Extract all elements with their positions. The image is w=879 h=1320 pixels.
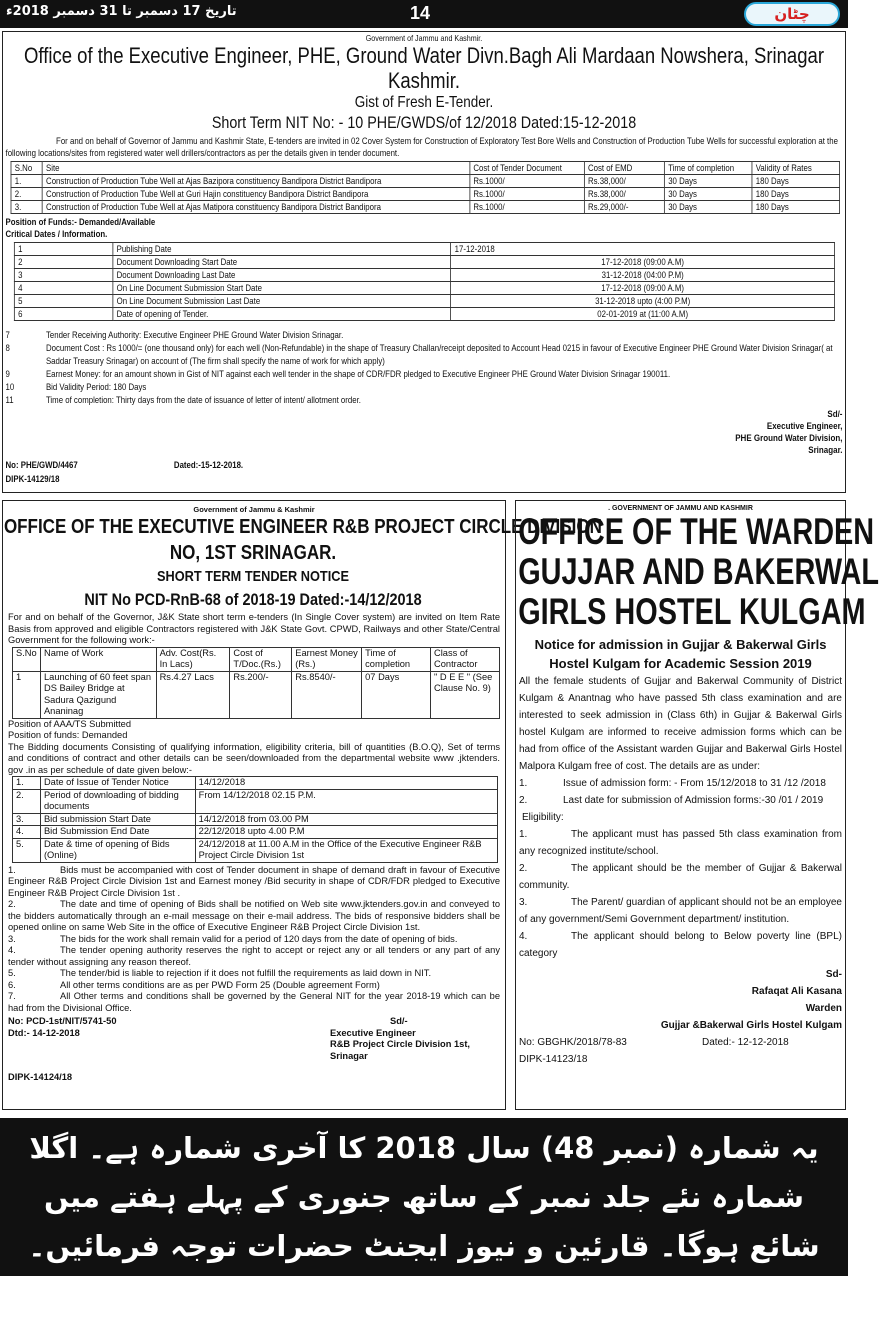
table-cell: 3. [11,201,42,214]
table-cell: 3 [14,269,112,282]
table-row [14,282,834,295]
table-cell: Rs.1000/ [470,175,585,188]
critical-dates-table [14,242,835,321]
signature-line: Sd- [825,969,842,980]
table-cell: 4. [13,826,41,839]
table-cell: Rs.38,000/ [584,175,664,188]
funds-position: Position of funds: Demanded [8,730,128,740]
table-cell: 6 [14,308,112,321]
warden-admission-notice [515,500,879,1110]
table-cell: 30 Days [664,188,752,201]
signature-line: PHE Ground Water Division, [735,433,843,444]
numbered-item [6,329,843,342]
table-row [13,789,498,813]
item-number: 2. [519,795,528,806]
numbered-item [519,928,842,962]
table-cell: 17-12-2018 [451,243,835,256]
table-cell: On Line Document Submission Start Date [113,282,451,295]
numbered-item [8,968,500,980]
table-cell: 22/12/2018 upto 4.00 P.M [195,826,497,839]
table-cell: Launching of 60 feet span DS Bailey Bridge at Sadura Qazigund Ananinag [40,671,156,718]
notice-subtitle-line1: Notice for admission in Gujjar & Bakerwal Girls [534,637,827,652]
table-cell: 14/12/2018 from 03.00 PM [195,813,497,826]
item-number: 7. [8,991,16,1001]
table-cell: Validity of Rates [752,162,840,175]
dipk-number: DIPK-14129/18 [5,474,60,484]
table-cell: 31-12-2018 upto (4:00 P.M) [451,295,835,308]
reference-date: Dtd:- 14-12-2018 [8,1027,80,1038]
item-number: 10 [5,382,15,392]
table-row [11,175,840,188]
table-row [13,826,498,839]
urdu-announcement-banner [0,1118,848,1312]
table-cell: 17-12-2018 (09:00 A.M) [451,282,835,295]
table-row [13,777,498,790]
table-cell: 30 Days [664,201,752,214]
item-text: Issue of admission form: - From 15/12/2018 to 31 /12 /2018 [563,778,826,789]
eligibility-heading: Eligibility: [522,812,564,823]
intro-paragraph: For and on behalf of the Governor, J&K State short term e-tenders (In Single Cover system) are invited on Item Rate Basis from approved and eligible Contractors registered with J&K State Govt. CPWD, Railways and other State/Central Government for the following work:- [8,612,500,645]
signature-line: Srinagar [330,1050,368,1061]
banner-line: شائع ہوگا۔ قارئین و نیوز ایجنٹ حضرات توجہ فرمائیں۔ ادارہ [28,1229,820,1312]
table-cell: 3. [13,813,41,826]
item-text: Time of completion: Thirty days from the date of issuance of letter of intent/ allotment order. [45,395,361,405]
nit-number: Short Term NIT No: - 10 PHE/GWDS/of 12/2018 Dated:15-12-2018 [211,113,637,132]
table-cell: Bid submission Start Date [40,813,195,826]
reference-number: No: PHE/GWD/4467 [5,460,78,470]
schedule-table [12,776,498,863]
table-cell: Earnest Money (Rs.) [292,647,362,671]
table-cell: 14/12/2018 [195,777,497,790]
numbered-item [8,945,500,968]
item-text: The applicant should be the member of Gujjar & Bakerwal community. [519,863,842,891]
table-row [11,188,840,201]
newspaper-logo: چٹان [744,2,840,26]
table-row [13,671,500,718]
signature-line: Warden [805,1003,842,1014]
page-header [0,0,848,28]
table-row [13,813,498,826]
reference-date: Dated:-15-12-2018. [173,460,244,470]
work-table [12,647,500,719]
table-cell: Date & time of opening of Bids (Online) [40,838,195,862]
notice-title: OFFICE OF THE EXECUTIVE ENGINEER R&B PROJECT CIRCLE DIVISION [3,516,602,538]
table-cell: Construction of Production Tube Well at Ajas Matipora constituency Bandipora District Bandipora [42,201,469,214]
signature-line: Sd/- [390,1016,408,1026]
table-cell: 1 [13,671,41,718]
item-number: 2. [8,899,16,909]
table-row [11,201,840,214]
item-text: The applicant should belong to Below poverty line (BPL) category [519,931,842,959]
item-text: The tender opening authority reserves the right to accept or reject any or all tenders or any part of any tender without assigning any reason thereof. [8,945,500,967]
table-cell: 2. [11,188,42,201]
table-cell: Adv. Cost(Rs. In Lacs) [156,647,230,671]
table-cell: 31-12-2018 (04:00 P.M) [451,269,835,282]
phe-tender-notice [2,31,846,493]
table-cell: Bid Submission End Date [40,826,195,839]
item-number: 11 [5,395,14,405]
table-cell: Rs.8540/- [292,671,362,718]
table-row [14,269,834,282]
table-cell: Time of completion [664,162,752,175]
signature-line: Executive Engineer [330,1027,416,1038]
table-cell: Cost of T/Doc.(Rs.) [230,647,292,671]
signature-line: Sd/- [827,409,843,420]
signature-line: Srinagar. [808,445,843,456]
notice-title-line1: OFFICE OF THE WARDEN [518,511,875,552]
government-label: Government of Jammu & Kashmir [193,505,315,514]
table-cell: Time of completion [362,647,431,671]
bidding-paragraph: The Bidding documents Consisting of qualifying information, eligibility criteria, bill of quantities (B.O.Q), Set of terms and conditions of contract and other details can be seen/downloaded from the departmental website www .jktenders. gov .in as per schedule of date given below:- [8,741,500,775]
item-text: Last date for submission of Admission forms:-30 /01 / 2019 [563,795,824,806]
item-number: 4. [8,945,16,955]
signature-line: Gujjar &Bakerwal Girls Hostel Kulgam [660,1020,842,1031]
government-label: Government of Jammu and Kashmir. [365,33,483,43]
table-cell: 1. [11,175,42,188]
table-cell: 4 [14,282,112,295]
government-label: . GOVERNMENT OF JAMMU AND KASHMIR [608,505,753,512]
notice-title-line3: GIRLS HOSTEL KULGAM [518,591,866,632]
numbered-item [8,899,500,934]
numbered-item [519,894,842,928]
numbered-item [8,980,500,992]
item-text: The bids for the work shall remain valid for a period of 120 days from the date of opening of bids. [60,933,458,944]
table-cell: 5 [14,295,112,308]
item-text: The Parent/ guardian of applicant should not be an employee of any government/Semi Government department/ institution. [519,897,842,925]
table-cell: 1. [13,777,41,790]
tender-table [11,161,840,214]
table-cell: Date of opening of Tender. [113,308,451,321]
table-cell: Document Downloading Last Date [113,269,451,282]
numbered-item [8,934,500,946]
numbered-item [519,792,842,809]
table-cell: Site [42,162,469,175]
dipk-number: DIPK-14123/18 [519,1054,588,1065]
table-cell: Rs.200/- [230,671,292,718]
item-number: 2. [519,863,528,874]
item-number: 8 [5,343,10,353]
table-cell: Construction of Production Tube Well at Guri Hajin constituency Bandipora District Bandipora [42,188,469,201]
signature-line: R&B Project Circle Division 1st, [330,1039,471,1049]
table-cell: Name of Work [40,647,156,671]
notice-title-line2: GUJJAR AND BAKERWAL [518,551,879,592]
item-number: 1. [8,864,16,875]
notice-subtitle-line2: Hostel Kulgam for Academic Session 2019 [549,656,812,671]
reference-date: Dated:- 12-12-2018 [702,1037,789,1048]
item-text: The tender/bid is liable to rejection if it does not fulfill the requirements as laid down in NIT. [60,968,432,978]
banner-line: یہ شمارہ (نمبر 48) سال 2018 کا آخری شمارہ ہے۔ اگلا [29,1131,819,1165]
aaa-position: Position of AAA/TS Submitted [8,718,131,729]
notice-title: Office of the Executive Engineer, PHE, Ground Water Divn.Bagh Ali Mardaan Nowshera, Srinagar Kashmir. [23,43,825,93]
item-number: 1. [519,829,528,840]
funds-position: Position of Funds:- Demanded/Available [5,217,156,227]
table-cell: 180 Days [752,188,840,201]
critical-dates-heading: Critical Dates / Information. [5,229,108,239]
notice-subtitle: Gist of Fresh E-Tender. [354,94,494,111]
issue-date-urdu: تاریخ 17 دسمبر تا 31 دسمبر 2018ء [6,4,237,19]
item-number: 4. [519,931,528,942]
table-cell: Rs.29,000/- [584,201,664,214]
table-header-row [13,647,500,671]
nit-number: NIT No PCD-RnB-68 of 2018-19 Dated:-14/12/2018 [84,590,422,609]
table-cell: 02-01-2019 at (11:00 A.M) [451,308,835,321]
table-cell: S.No [11,162,42,175]
numbered-item [519,826,842,860]
table-cell: Rs.1000/ [470,201,585,214]
table-cell: 5. [13,838,41,862]
table-cell: Date of Issue of Tender Notice [40,777,195,790]
numbered-item [6,394,843,407]
table-cell: Period of downloading of bidding documents [40,789,195,813]
table-header-row [11,162,840,175]
item-text: The applicant must has passed 5th class examination from any recognized institute/school. [519,829,842,857]
numbered-item [519,860,842,894]
banner-line: شمارہ نئے جلد نمبر کے ساتھ جنوری کے پہلے ہفتے میں [44,1180,804,1214]
item-number: 1. [519,778,528,789]
table-cell: Class of Contractor [431,647,500,671]
table-row [14,295,834,308]
numbered-item [6,368,843,381]
reference-number: No: GBGHK/2018/78-83 [519,1037,627,1048]
table-cell: Cost of Tender Document [470,162,585,175]
notice-type: SHORT TERM TENDER NOTICE [157,568,349,585]
item-text: All Other terms and conditions shall be governed by the General NIT for the year 2018-19 which can be had from the Divisional Office. [8,991,500,1013]
item-text: Bid Validity Period: 180 Days [45,382,147,392]
item-text: The date and time of opening of Bids shall be notified on Web site www.jktenders.gov.in and conveyed to the bidders automatically through an e-mail message on their e-mail address. The bids of responsive bidders shall be opened online on same Web Site in the office of Executive Engineer R&B Project Circle Division 1st. [8,899,500,932]
item-number: 7 [5,330,10,340]
dipk-number: DIPK-14124/18 [8,1072,73,1082]
signature-line: Executive Engineer, [766,421,843,432]
table-cell: 2 [14,256,112,269]
table-row [14,308,834,321]
numbered-item [519,775,842,792]
intro-paragraph: All the female students of Gujjar and Bakerwal Community of District Kulgam & Anantnag who have passed 5th class examination and are interested to seek admission in (Class 6th) in Gujjar & Bakerwal Girls hostel Kulgam are informed to receive admission forms which can be had from office of the Assistant warden Gujjar and Bakerwal Girls Hostel Malpora Kulgam free of cost. The details are as under: [519,676,842,772]
table-cell: From 14/12/2018 02.15 P.M. [195,789,497,813]
numbered-item [6,381,843,394]
table-cell: Rs.1000/ [470,188,585,201]
table-cell: S.No [13,647,41,671]
table-cell: Document Downloading Start Date [113,256,451,269]
reference-number: No: PCD-1st/NIT/5741-50 [8,1016,117,1026]
intro-paragraph: For and on behalf of Governor of Jammu and Kashmir State, E-tenders are invited in 02 Cover System for Construction of Exploratory Test Bore Wells and Construction of Production Tube Wells for successful exploration at the following locations/sites from registered water well drillers/contractors as per the details given in tender document. [5,136,838,158]
table-row [14,243,834,256]
item-text: Document Cost : Rs 1000/= (one thousand only) for each well (Non-Refundable) in the shape of Treasury Challan/receipt deposited to Account Head 0215 in favour of Executive Engineer PHE Ground Water Division Srinagar( at Saddar Treasury Srinagar) on account of (The firm shall specify the name of work for which apply) [45,343,833,366]
table-cell: 07 Days [362,671,431,718]
item-number: 3. [8,933,16,944]
page-number: 14 [410,3,431,23]
item-text: All other terms conditions are as per PWD Form 25 (Double agreement Form) [60,979,380,990]
table-cell: Rs.4.27 Lacs [156,671,230,718]
table-cell: 17-12-2018 (09:00 A.M) [451,256,835,269]
item-number: 3. [519,897,528,908]
table-cell: 1 [14,243,112,256]
table-row [13,838,498,862]
numbered-item [8,865,500,900]
item-number: 5. [8,968,16,978]
table-cell: Construction of Production Tube Well at Ajas Bazipora constituency Bandipora District Bandipora [42,175,469,188]
table-cell: " D E E " (See Clause No. 9) [431,671,500,718]
item-text: Tender Receiving Authority: Executive Engineer PHE Ground Water Division Srinagar. [45,330,344,340]
signature-line: Rafaqat Ali Kasana [751,986,842,997]
table-cell: Cost of EMD [584,162,664,175]
table-cell: 24/12/2018 at 11.00 A.M in the Office of the Executive Engineer R&B Project Circle Division 1st [195,838,497,862]
numbered-item [6,342,843,368]
numbered-item [8,991,500,1014]
table-row [14,256,834,269]
item-text: Bids must be accompanied with cost of Tender document in shape of demand draft in favour of Executive Engineer R&B Project Circle Division 1st and Earnest money /Bid security in shape of CDR/FDR pledged to Executive Engineer R&B Project Circle Division 1st . [8,864,500,898]
table-cell: On Line Document Submission Last Date [113,295,451,308]
item-number: 9 [5,369,10,379]
table-cell: Rs.38,000/ [584,188,664,201]
table-cell: 2. [13,789,41,813]
table-cell: 180 Days [752,175,840,188]
item-text: Earnest Money: for an amount shown in Gist of NIT against each well tender in the shape of CDR/FDR pledged to Executive Engineer PHE Ground Water Division Srinagar 190011. [45,369,671,379]
table-cell: 180 Days [752,201,840,214]
notice-title-line2: NO, 1ST SRINAGAR. [169,542,337,564]
item-number: 6. [8,979,16,990]
table-cell: Publishing Date [113,243,451,256]
table-cell: 30 Days [664,175,752,188]
